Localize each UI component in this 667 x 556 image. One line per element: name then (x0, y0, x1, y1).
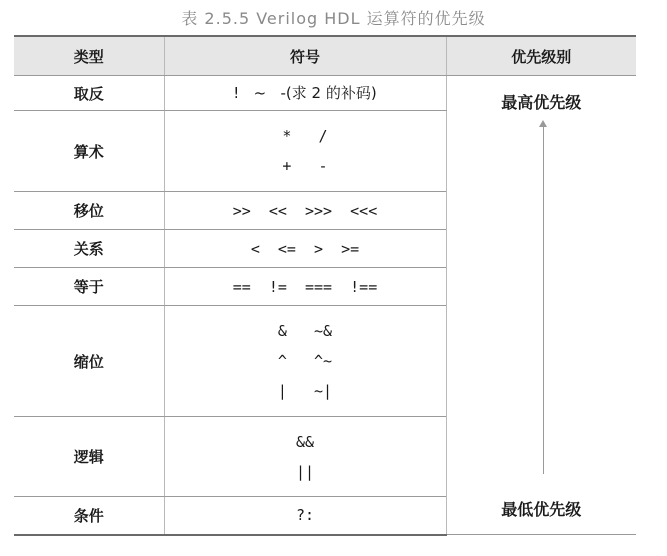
symbol-cell (164, 230, 446, 268)
symbol-line: + - (282, 157, 328, 175)
symbol-cell (164, 192, 446, 230)
symbol-cell (164, 76, 446, 111)
symbol-cell (164, 111, 446, 192)
symbol-cell (164, 417, 446, 497)
symbol-cell (164, 497, 446, 535)
symbol-line: | ~| (277, 382, 333, 400)
symbol-line: && (295, 432, 315, 451)
operator-precedence-table (14, 35, 636, 536)
priority-cell (446, 76, 636, 535)
type-cell: 关系 (14, 230, 164, 268)
symbol-cell (164, 268, 446, 306)
symbol-line: == != === !== (232, 277, 378, 296)
symbol-cell (164, 306, 446, 417)
symbol-line: ?: (295, 506, 315, 525)
symbol-line: < <= > >= (250, 239, 360, 258)
type-cell: 等于 (14, 268, 164, 306)
type-cell: 缩位 (14, 306, 164, 417)
symbol-line: & ~& (277, 322, 333, 340)
table-caption: 表 2.5.5 Verilog HDL 运算符的优先级 (181, 9, 486, 28)
symbol-line: || (295, 462, 315, 481)
priority-lowest: 最低优先级 (501, 500, 582, 519)
header-row (14, 36, 636, 76)
header-priority: 优先级别 (446, 36, 636, 76)
priority-highest: 最高优先级 (501, 93, 582, 112)
symbol-line: >> << >>> <<< (232, 201, 378, 220)
type-cell: 条件 (14, 497, 164, 535)
header-type: 类型 (14, 36, 164, 76)
priority-arrow-line (543, 126, 544, 474)
symbol-line: ^ ^~ (277, 352, 333, 370)
type-cell: 取反 (14, 76, 164, 111)
symbol-line: * / (282, 127, 328, 145)
table-row (14, 76, 636, 111)
header-symbol: 符号 (164, 36, 446, 76)
type-cell: 算术 (14, 111, 164, 192)
type-cell: 移位 (14, 192, 164, 230)
type-cell: 逻辑 (14, 417, 164, 497)
symbol-line: ! ~ -(求 2 的补码) (233, 84, 377, 102)
